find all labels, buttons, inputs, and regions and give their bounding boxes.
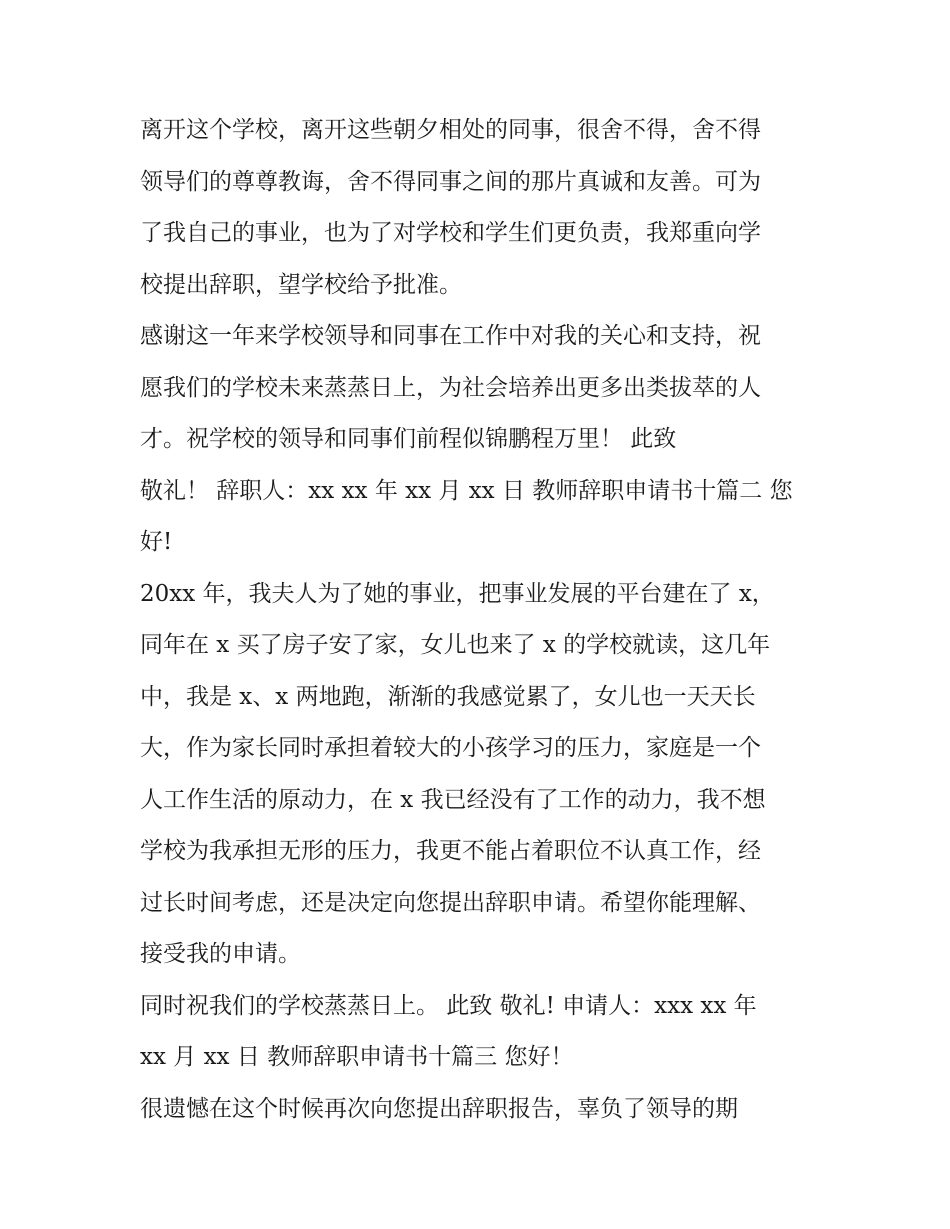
text-line: 接受我的申请。	[140, 941, 301, 967]
text-line: 人工作生活的原动力，在 x 我已经没有了工作的动力，我不想	[140, 786, 766, 813]
document-body	[140, 105, 820, 1135]
text-line: 过长时间考虑，还是决定向您提出辞职申请。希望你能理解、	[140, 889, 761, 916]
text-line: 同时祝我们的学校蒸蒸日上。 此致 敬礼! 申请人：xxx xx 年	[140, 992, 757, 1019]
text-line: 很遗憾在这个时候再次向您提出辞职报告，辜负了领导的期	[140, 1095, 738, 1122]
text-line: 好!	[140, 529, 173, 555]
text-line: 才。祝学校的领导和同事们前程似锦鹏程万里！ 此致	[140, 426, 677, 452]
text-line: 领导们的尊尊教诲，舍不得同事之间的那片真诚和友善。可为	[140, 168, 761, 195]
text-line: 校提出辞职，望学校给予批准。	[140, 271, 462, 298]
text-line: 了我自己的事业，也为了对学校和学生们更负责，我郑重向学	[140, 220, 761, 246]
text-line: 离开这个学校，离开这些朝夕相处的同事，很舍不得，舍不得	[140, 117, 761, 143]
text-line: 学校为我承担无形的压力，我更不能占着职位不认真工作，经	[140, 838, 761, 864]
text-line: 愿我们的学校未来蒸蒸日上，为社会培养出更多出类拔萃的人	[140, 374, 761, 401]
text-line: 大，作为家长同时承担着较大的小孩学习的压力，家庭是一个	[140, 735, 761, 761]
text-line: xx 月 xx 日 教师辞职申请书十篇三 您好！	[140, 1044, 574, 1070]
text-line: 敬礼！ 辞职人：xx xx 年 xx 月 xx 日 教师辞职申请书十篇二 您	[140, 477, 793, 504]
text-line: 感谢这一年来学校领导和同事在工作中对我的关心和支持，祝	[140, 323, 761, 349]
text-line: 中，我是 x、x 两地跑，渐渐的我感觉累了，女儿也一天天长	[140, 683, 756, 710]
text-line: 同年在 x 买了房子安了家，女儿也来了 x 的学校就读，这几年	[140, 632, 771, 658]
text-line: 20xx 年，我夫人为了她的事业，把事业发展的平台建在了 x，	[140, 580, 775, 607]
